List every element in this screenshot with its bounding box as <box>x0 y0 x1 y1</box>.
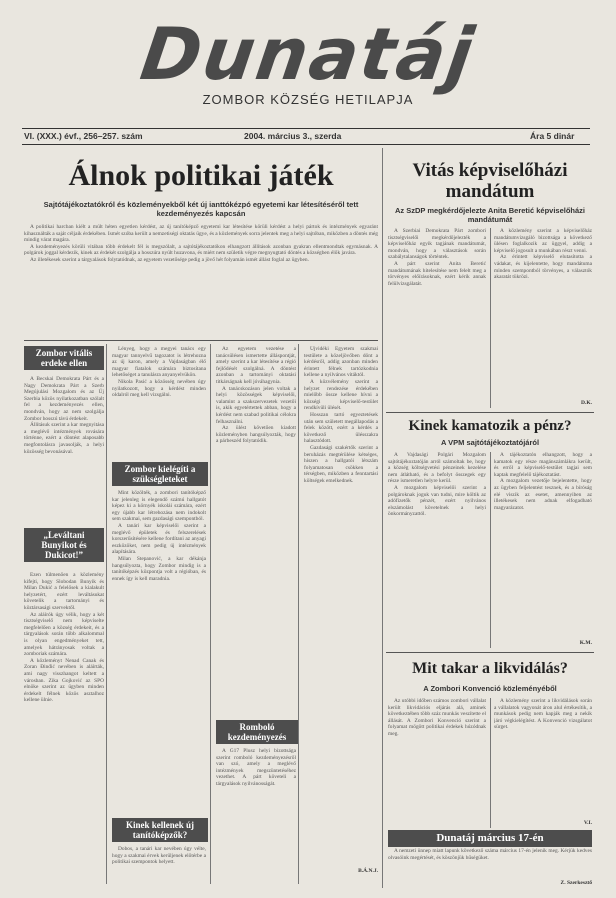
lead-intro-text: A politikai harcban kiélt a múlt héten egyetlen kérdést, az új tanítóképző egyetemi kar létesítése körüli kérdést a helyi pártok és intézmények egyaránt kihasználták a saját céljaik érdekében. Ismét szóba került a nemzetiségi oktatás ügye, és a közlemények sorra jelentek meg a helyi sajtóban, miközben a döntés még mindig várat magára. A kezdeményezés körüli vitában több érdekelt fél is megszólalt, a sajtótájékoztatókon elhangzott állítások azonban gyakran ellentmondtak egymásnak. A polgárok joggal kérdezik, kinek az érdekét szolgálja a hosszúra nyúlt huzavona, és miért nem születik végre megnyugtató döntés a községben élők javára. Az illetékesek szerint a tárgyalások folytatódnak, az egyetem vezetősége pedig a jövő hét folyamán ismét állást foglal az ügyben. <box>24 224 378 263</box>
masthead-rule-top <box>22 128 590 129</box>
article2-signature: K.M. <box>579 640 592 646</box>
box-levaltani: „Leváltani Bunyikot és Dukicot!” <box>24 528 104 562</box>
section-divider <box>382 148 383 888</box>
article4-signature: Z. Szerkesztő <box>560 880 592 886</box>
issue-volume: VI. (XXX.) évf., 256–257. szám <box>24 131 143 141</box>
masthead-rule-bottom <box>22 144 590 145</box>
box-zombor-kielegiti: Zombor kielégíti a szükségleteket <box>112 462 208 486</box>
column-rule-3 <box>298 344 299 884</box>
article3-text-b: A közlemény szerint a likvidálások során a vállalatok vagyonát áron alul értékesítik, a munkások pedig nem kapják meg a nekik járó végkielégítést. A Konvenció vizsgálatot sürget. <box>494 698 592 731</box>
column-rule-2 <box>210 344 211 884</box>
column2-text-c: Dobos, a tanári kar nevében úgy vélte, hogy a szakmai érvek kerüljenek előtérbe a politikai szempontok helyett. <box>112 846 206 866</box>
article2-text-b: A tájékoztatón elhangzott, hogy a kamatok egy része magánszámlákra került, és erről a képviselő-testület tagjai sem kaptak megfelelő tájékoztatást. A mozgalom vezetője bejelentette, hogy az ügyben feljelentést tesznek, és a bíróság elé viszik az esetet, amennyiben az illetékesek nem adnak elfogadható magyarázatot. <box>494 452 592 511</box>
article1-column-rule <box>490 228 491 408</box>
article2-divider <box>386 652 594 653</box>
article2-headline: Kinek kamatozik a pénz? <box>408 418 572 434</box>
box-zombor-vitalis: Zombor vitális erdeke ellen <box>24 346 104 370</box>
lead-divider <box>24 340 378 341</box>
article1-signature: D.K. <box>581 400 592 406</box>
issue-price: Ára 5 dinár <box>530 131 575 141</box>
lead-headline: Álnok politikai játék <box>68 159 334 192</box>
article4-text: A nemzeti ünnep miatt lapunk következő száma március 17-én jelenik meg. Kérjük kedves olvasóink megértését, és köszönjük hűségüket. <box>388 848 592 861</box>
lead-subhead: Sajtótájékoztatókról és közleményekből két új ianttókézpó egyetemi kar létesítéséről tett kezdeményezés kapcsán <box>43 200 359 218</box>
masthead <box>0 12 616 107</box>
newspaper-title: Dunatáj <box>135 12 481 96</box>
article3-text-a: Az utóbbi időben számos zombori vállalat került likvidációs eljárás alá, aminek következtében több száz munkás veszítette el állását. A Zombori Konvenció szerint a folyamat mögött politikai érdekek húzódnak meg. <box>388 698 486 737</box>
article3-headline: Mit takar a likvidálás? <box>412 660 568 677</box>
article1-text-a: A Szerbiai Demokrata Párt zombori tisztségviselői megkérdőjelezték a képviselőház egyik tagjának mandátumát, mondván, hogy a választások során szabálytalanságok történtek. A párt szerint Anita Beretić mandátumának hitelesítése nem felelt meg a törvényes előírásoknak, ezért kérik annak felülvizsgálatát. <box>388 228 486 287</box>
issue-date: 2004. március 3., szerda <box>244 131 342 141</box>
article2-subhead: A VPM sajtótájékoztatójáról <box>440 438 540 447</box>
article1-subhead: Az SzDP megkérdőjelezte Anita Beretić képviselőházi mandátumát <box>394 206 586 224</box>
article1-text-b: A közlemény szerint a képviselőház mandátumvizsgáló bizottsága a következő ülésen foglalkozik az üggyel, addig a képviselő jogosult a munkában részt venni. Az érintett képviselő elutasította a vádakat, és kijelentette, hogy mandátuma minden szempontból törvényes, a választók akaratát tükrözi. <box>494 228 592 281</box>
column4-text: Újvidéki Egyetem szakmai testülete a közeljövőben dönt a kérdésről, addig azonban minden érintett félnek tartózkodnia kellene a nyilvános vitáktól. A közvélemény szerint a helyzet rendezése érdekében mielőbb össze kellene hívni a községi képviselő-testület rendkívüli ülését. Hosszan tartó egyeztetések után sem született megállapodás a felek között, ezért a kérdés a következő ülésszakra halasztódott. Gazdasági szakértők szerint a beruházás megtérülése kétséges, hiszen a hallgatói létszám folyamatosan csökken a térségben, miközben a fenntartási költségek emelkednek. <box>304 346 378 484</box>
article2-text-a: A Vajdasági Polgári Mozgalom sajtótájékoztatóján arról számoltak be, hogy a község költségvetési pénzeinek kezelése nem átlátható, és a befolyt összegek egy része ismeretlen helyre kerül. A mozgalom képviselői szerint a polgároknak joguk van tudni, mire költik az adófizetők pénzét, ezért nyilvános elszámolást követelnek a helyi önkormányzattól. <box>388 452 486 518</box>
column2-text-b: Mint közölték, a zombori tanítóképző kar jelenleg is elegendő számú hallgatót képez ki a környék iskolái számára, ezért egy újabb kar létrehozása nem indokolt sem szakmai, sem gazdasági szempontból. A tanári kar képviselői szerint a meglévő épületek és felszerelések korszerűsítésére kellene fordítani az anyagi eszközöket, nem pedig új intézmények alapítására. Milan Stepanović, a kar dékánja hangsúlyozta, hogy Zombor mindig is a tanítóképzés központja volt a régióban, és ennek így is kell maradnia. <box>112 490 206 582</box>
column3-text-b: A G17 Plusz helyi bizottsága szerint romboló kezdeményezésről van szó, amely a meglévő intézmények megszüntetéséhez vezethet. A párt követeli a tárgyalások nyilvánosságát. <box>216 748 296 787</box>
column3-text-a: Az egyetem vezetése a tanácsülésen ismertette álláspontját, amely szerint a kar létesítése a régió fejlődését szolgálná. A döntést azonban a tartományi oktatási titkárságnak kell jóváhagynia. A tanácskozáson jelen voltak a helyi közösségek képviselői, valamint a szakszervezetek vezetői is, akik egyetértettek abban, hogy a kérdést nem szabad politikai célokra felhasználni. Az ülést követően kiadott közleményben hangsúlyozták, hogy a párbeszéd folytatódik. <box>216 346 296 445</box>
newspaper-subtitle: ZOMBOR KÖZSÉG HETILAPJA <box>202 92 414 107</box>
article4-headline: Dunatáj március 17-én <box>388 830 592 847</box>
box-rombolo: Romboló kezdeményezés <box>216 720 298 744</box>
column-rule-1 <box>106 344 107 884</box>
lead-signature: B.Á.N.J. <box>358 868 378 874</box>
box-kinek-kellenek: Kinek kellenek új tanítóképzők? <box>112 818 208 842</box>
column2-text-a: Lényeg, hogy a megyei tanács egy magyar tannyelvű tagozatot is létrehozna az új karon, amely a Vajdaságban élő magyar fiatalok számára biztosítana lehetőséget a tanulásra anyanyelvükön. Nikola Pasić a közösség nevében úgy nyilatkozott, hogy a kérdést minden oldalról meg kell vizsgálni. <box>112 346 206 399</box>
article3-signature: V.I. <box>583 820 592 826</box>
article3-column-rule <box>490 698 491 828</box>
article1-divider <box>386 412 594 413</box>
column1-text-b: Ezen túlmenően a közlemény kifejti, hogy Slobodan Bunyik és Milan Dukić a felelősek a kialakult helyzetért, ezért leváltásukat követelik a tartományi és köztársasági szervektől. Az aláírók úgy vélik, hogy a két tisztségviselő nem képviselte megfelelően a község érdekeit, és a tárgyalások során több alkalommal is olyan engedményeket tett, amelyek hátrányosak voltak a zomboriak számára. A közleményt Nenad Canak és Zoran Đinđić nevében is aláírták, ami nagy visszhangot keltett a városban. Zika Gojković az SPO elnöke szerint az ügyben minden érdekelt félnek közös asztalhoz kellene ülnie. <box>24 572 104 704</box>
column1-text-a: A Becskai Demokrata Párt és a Nagy Demokrata Párt a Szerb Megújulási Mozgalom és az Új Szerbia közös nyilatkozatban szólalt fel a kezdeményezés ellen, mondván, hogy az nem szolgálja Zombor hosszú távú érdekeit. Állításuk szerint a kar megnyitása a meglévő intézmények rovására történne, ezért a döntést alaposabb megfontolásra javasolják, a helyi közösség bevonásával. <box>24 376 104 455</box>
article2-column-rule <box>490 452 491 648</box>
article1-headline: Vitás képviselőházi mandátum <box>412 160 568 202</box>
article3-subhead: A Zombori Konvenció közleményéből <box>423 684 557 693</box>
